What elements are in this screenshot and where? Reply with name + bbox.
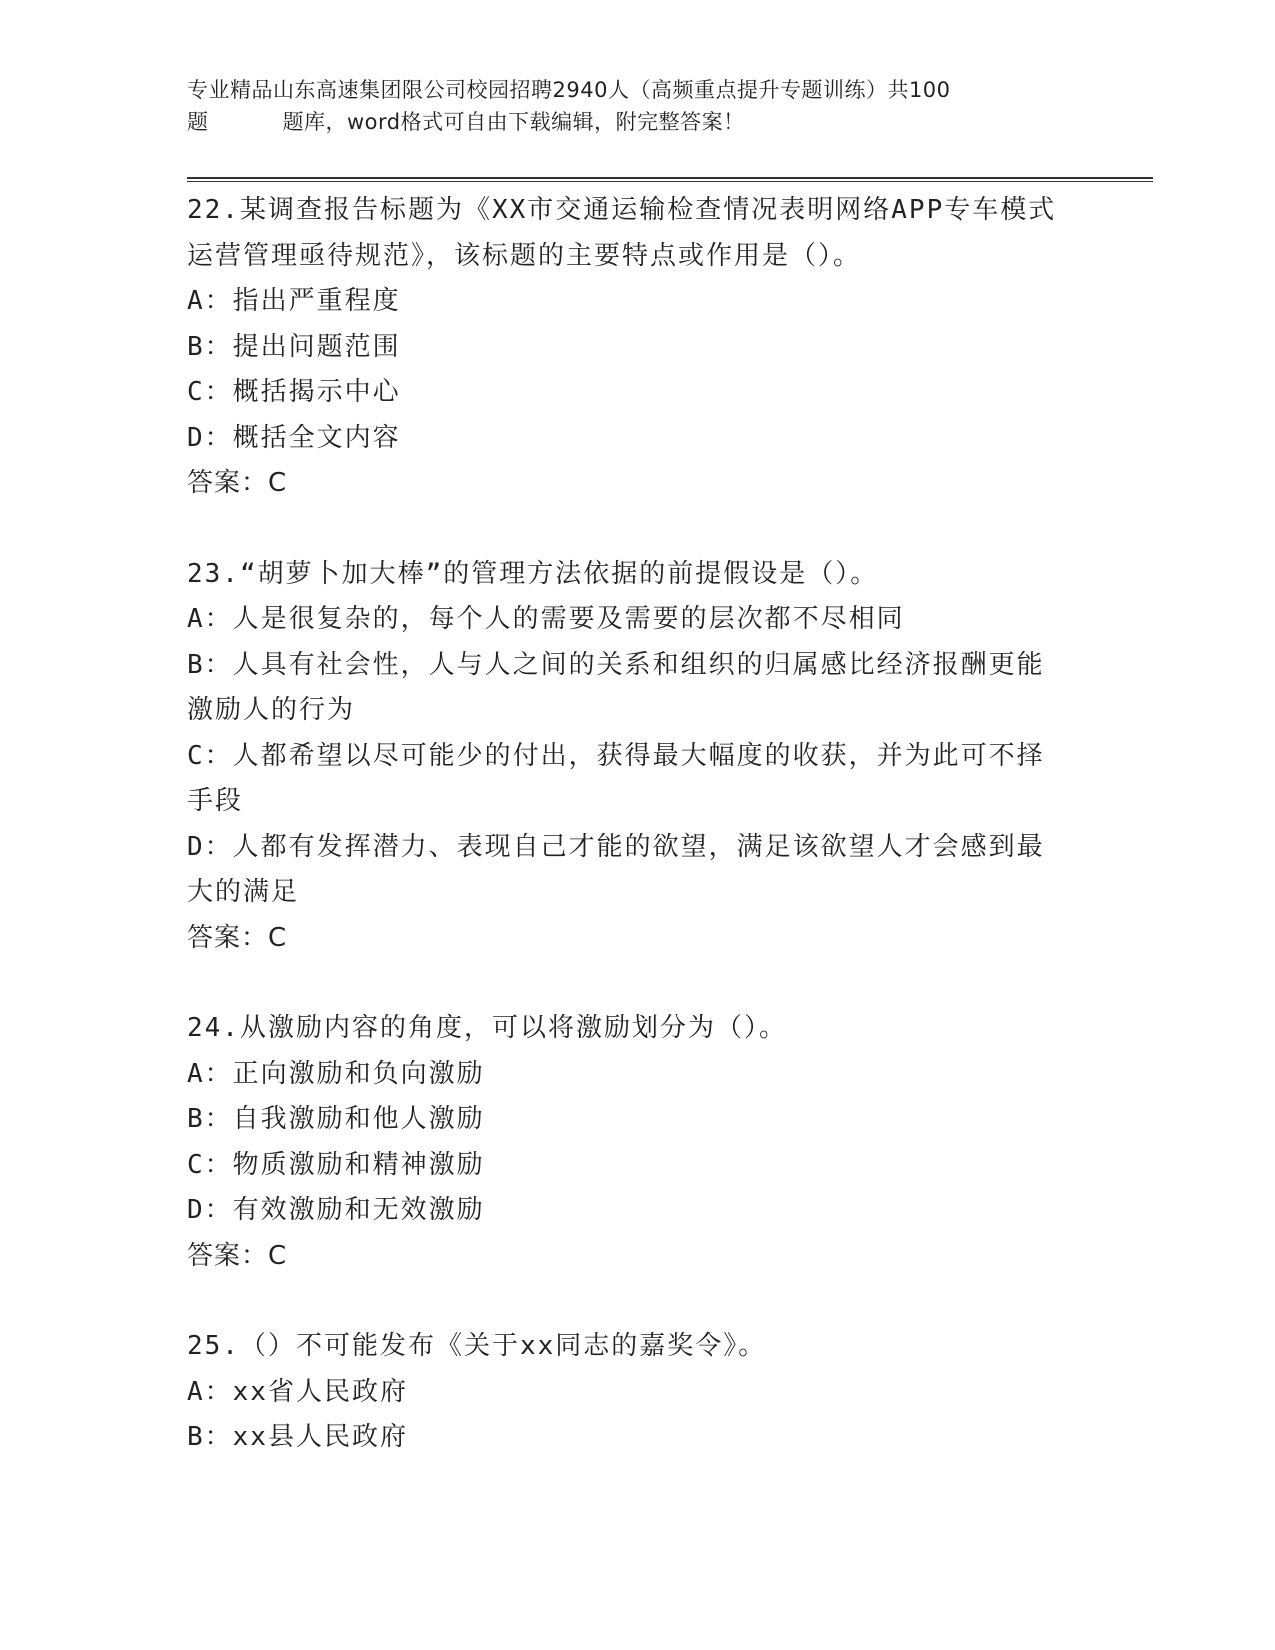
- question-23-option-c-line-1: C：人都希望以尽可能少的付出，获得最大幅度的收获，并为此可不择: [187, 740, 1045, 771]
- question-23-option-d-line-1: D：人都有发挥潜力、表现自己才能的欲望，满足该欲望人才会感到最: [187, 831, 1045, 862]
- question-22-option-d: D：概括全文内容: [187, 422, 401, 453]
- question-25-option-b: B：xx县人民政府: [187, 1422, 408, 1452]
- question-24-option-b: B：自我激励和他人激励: [187, 1104, 485, 1134]
- question-23-option-a: A：人是很复杂的，每个人的需要及需要的层次都不尽相同: [187, 604, 905, 634]
- question-23: [187, 552, 1087, 962]
- question-list: [187, 188, 1087, 1506]
- question-24-answer: 答案：C: [187, 1240, 288, 1271]
- question-22-stem-line-2: 运营管理亟待规范》，该标题的主要特点或作用是（）。: [187, 240, 862, 271]
- header-title-line-2-right: 题库，word格式可自由下载编辑，附完整答案！: [282, 110, 745, 134]
- question-25: [187, 1324, 1087, 1461]
- header-title-line-1: 专业精品山东高速集团限公司校园招聘2940人（高频重点提升专题训练）共100: [187, 78, 951, 102]
- question-25-stem: 25.（）不可能发布《关于xx同志的嘉奖令》。: [187, 1331, 767, 1361]
- question-22-option-c: C：概括揭示中心: [187, 377, 401, 407]
- question-23-answer: 答案：C: [187, 922, 288, 953]
- question-23-option-d-line-2: 大的满足: [187, 877, 300, 907]
- question-22: [187, 188, 1087, 507]
- header-title-line-2-left: 题: [187, 110, 209, 134]
- question-24-option-c: C：物质激励和精神激励: [187, 1149, 485, 1180]
- document-header: [187, 74, 1087, 138]
- question-23-option-b-line-1: B：人具有社会性，人与人之间的关系和组织的归属感比经济报酬更能: [187, 649, 1045, 680]
- question-23-stem: 23.“胡萝卜加大棒”的管理方法依据的前提假设是（）。: [187, 558, 879, 589]
- question-24: [187, 1006, 1087, 1279]
- header-divider: [187, 177, 1153, 182]
- header-title-line-2: [187, 106, 1087, 138]
- question-22-option-a: A：指出严重程度: [187, 286, 401, 316]
- question-24-option-a: A：正向激励和负向激励: [187, 1058, 485, 1089]
- question-22-stem-line-1: 22.某调查报告标题为《XX市交通运输检查情况表明网络APP专车模式: [187, 195, 1057, 225]
- question-22-answer: 答案：C: [187, 468, 288, 498]
- question-23-option-b-line-2: 激励人的行为: [187, 695, 356, 725]
- question-24-option-d: D：有效激励和无效激励: [187, 1195, 485, 1225]
- question-22-option-b: B：提出问题范围: [187, 331, 401, 362]
- question-24-stem: 24.从激励内容的角度，可以将激励划分为（）。: [187, 1013, 787, 1043]
- question-25-option-a: A：xx省人民政府: [187, 1376, 408, 1407]
- question-23-option-c-line-2: 手段: [187, 786, 244, 816]
